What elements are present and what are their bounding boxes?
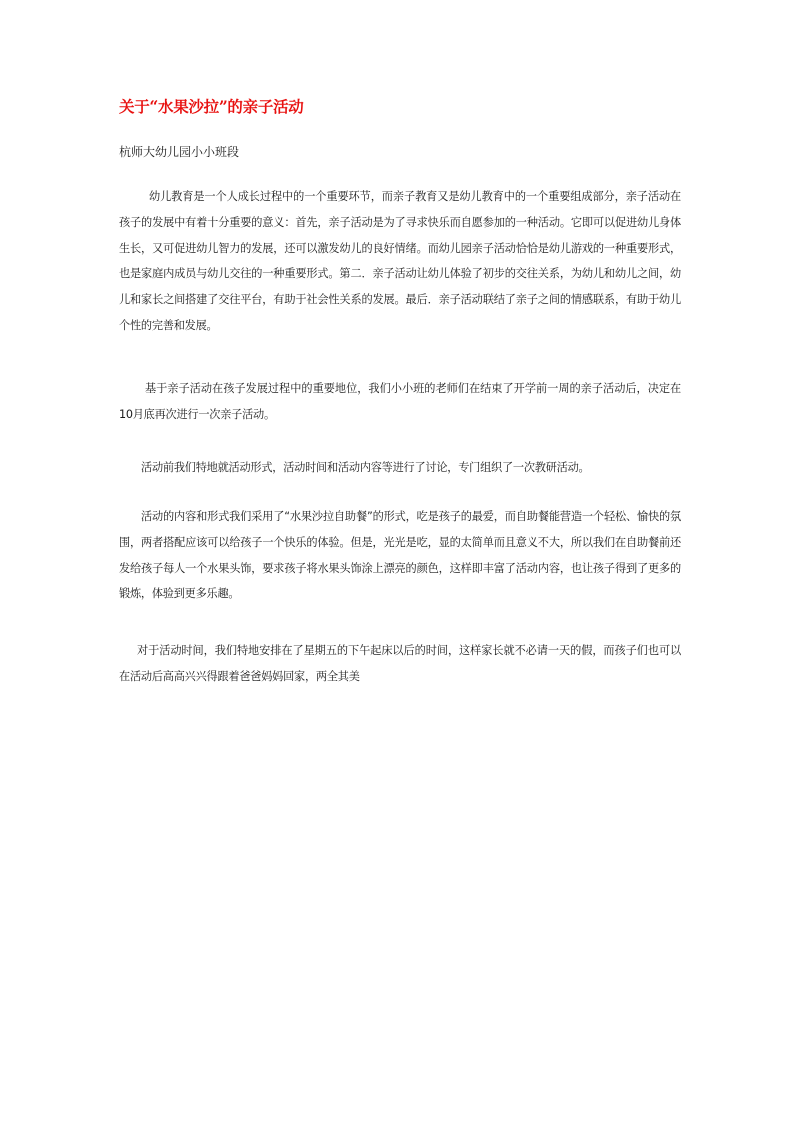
paragraph-time: 对于活动时间，我们特地安排在了星期五的下午起床以后的时间，这样家长就不必请一天的假，而孩子们也可以在活动后高高兴兴得跟着爸爸妈妈回家，两全其美 xyxy=(119,644,681,683)
paragraph-decision: 基于亲子活动在孩子发展过程中的重要地位，我们小小班的老师们在结束了开学前一周的亲子活动后，决定在 10月底再次进行一次亲子活动。 xyxy=(119,382,681,421)
paragraph-intro: 幼儿教育是一个人成长过程中的一个重要环节，而亲子教育又是幼儿教育中的一个重要组成部分，亲子活动在孩子的发展中有着十分重要的意义：首先，亲子活动是为了寻求快乐而自愿参加的一种活动。它即可以促进幼儿身体生长，又可促进幼儿智力的发展，还可以激发幼儿的良好情绪。而幼儿园亲子活动恰恰是幼儿游戏的一种重要形式，也是家庭内成员与幼儿交往的一种重要形式。第二．亲子活动让幼儿体验了初步的交往关系，为幼儿和幼儿之间，幼儿和家长之间搭建了交往平台，有助于社会性关系的发展。最后．亲子活动联结了亲子之间的情感联系，有助于幼儿个性的完善和发展。 xyxy=(119,190,681,332)
paragraph-content-form: 活动的内容和形式我们采用了“水果沙拉自助餐”的形式，吃是孩子的最爱，而自助餐能营造一个轻松、愉快的氛围，两者搭配应该可以给孩子一个快乐的体验。但是，光光是吃，显的太简单而且意义不大，所以我们在自助餐前还发给孩子每人一个水果头饰，要求孩子将水果头饰涂上漂亮的颜色，这样即丰富了活动内容，也让孩子得到了更多的锻炼，体验到更多乐趣。 xyxy=(119,510,681,601)
paragraph-discussion: 活动前我们特地就活动形式，活动时间和活动内容等进行了讨论，专门组织了一次教研活动。 xyxy=(141,461,590,474)
document-author: 杭师大幼儿园小小班段 xyxy=(119,145,240,159)
document-title: 关于“水果沙拉”的亲子活动 xyxy=(119,97,304,116)
